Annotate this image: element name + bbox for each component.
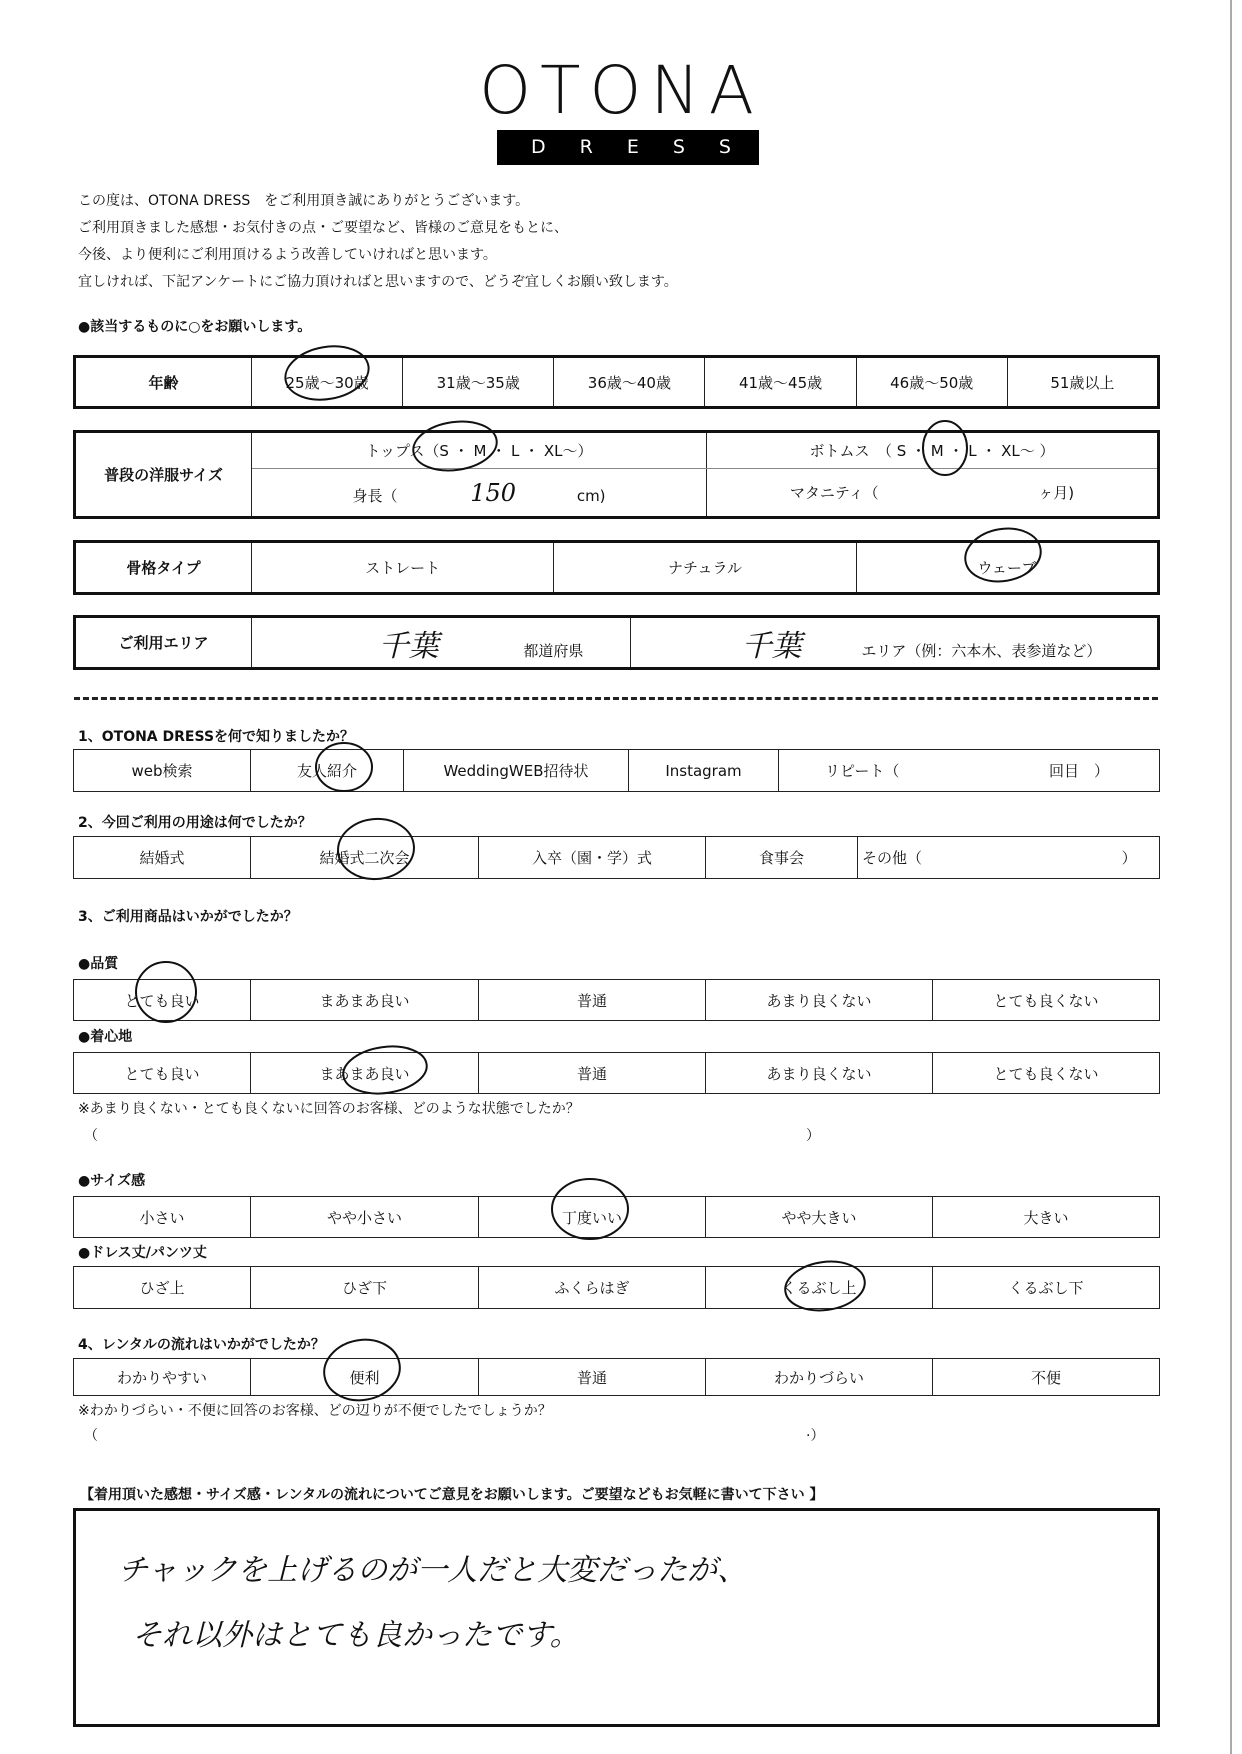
quality-option[interactable]: とても良い (74, 980, 251, 1021)
quality-table (73, 979, 1160, 1021)
body-type-natural[interactable]: ナチュラル (554, 542, 856, 594)
q1-option-instagram[interactable]: Instagram (629, 750, 779, 792)
q4-option[interactable]: 便利 (251, 1359, 479, 1396)
length-table (73, 1266, 1160, 1309)
height-unit: cm) (576, 486, 606, 505)
area-example-label: エリア（例：六本木、表参道など） (861, 641, 1102, 660)
q4-option[interactable]: わかりづらい (706, 1359, 933, 1396)
height-field[interactable] (252, 469, 707, 518)
prefecture-value: 千葉 (378, 628, 439, 664)
circle-instruction: ●該当するものに○をお願いします。 (78, 319, 312, 335)
age-option-36-40[interactable]: 36歳～40歳 (554, 357, 705, 408)
q2-option-after-party[interactable]: 結婚式二次会 (251, 837, 479, 879)
height-value: 150 (470, 478, 517, 507)
divider (74, 697, 1158, 700)
bottoms-size[interactable]: ボトムス （ S ・ M ・ L ・ XL～ ） (707, 432, 1159, 469)
area-label: ご利用エリア (75, 617, 252, 669)
length-label: ●ドレス丈/パンツ丈 (78, 1245, 207, 1261)
repeat-count-label: 回目 ） (1048, 762, 1109, 780)
body-type-straight[interactable]: ストレート (252, 542, 554, 594)
q4-option[interactable]: わかりやすい (74, 1359, 251, 1396)
fit-option[interactable]: やや小さい (251, 1197, 479, 1238)
q4-option[interactable]: 不便 (933, 1359, 1160, 1396)
q4-table (73, 1358, 1160, 1396)
comfort-note: ※あまり良くない・とても良くないに回答のお客様、どのような状態でしたか？ (78, 1101, 580, 1117)
length-option[interactable]: くるぶし上 (706, 1267, 933, 1309)
fit-table (73, 1196, 1160, 1238)
q2-option-wedding[interactable]: 結婚式 (74, 837, 251, 879)
q1-option-web-search[interactable]: web検索 (74, 750, 251, 792)
tops-size[interactable]: トップス（S ・ M ・ L ・ XL～） (252, 432, 707, 469)
q2-option-ceremony[interactable]: 入卒（園・学）式 (479, 837, 706, 879)
comfort-option[interactable]: とても良くない (933, 1053, 1160, 1094)
q1-title: 1、OTONA DRESSを何で知りましたか？ (78, 729, 355, 745)
body-type-table (73, 540, 1160, 595)
fit-option[interactable]: 小さい (74, 1197, 251, 1238)
comment-line-2: それ以外はとても良かったです。 (132, 1618, 580, 1653)
maternity-unit: ヶ月) (1038, 484, 1075, 503)
length-option[interactable]: ひざ上 (74, 1267, 251, 1309)
height-label: 身長（ (352, 486, 398, 505)
intro-text (78, 188, 678, 296)
comfort-table (73, 1052, 1160, 1094)
area-table (73, 615, 1160, 670)
quality-option[interactable]: あまり良くない (706, 980, 933, 1021)
size-table (73, 430, 1160, 519)
q2-option-other[interactable] (858, 837, 1160, 879)
area-value: 千葉 (741, 628, 802, 664)
quality-option[interactable]: とても良くない (933, 980, 1160, 1021)
prefecture-label: 都道府県 (523, 641, 584, 660)
q4-answer-close: ·） (806, 1428, 825, 1444)
age-option-46-50[interactable]: 46歳～50歳 (856, 357, 1007, 408)
q1-option-friend[interactable]: 友人紹介 (251, 750, 404, 792)
prefecture-field[interactable] (252, 617, 631, 669)
maternity-field[interactable] (707, 469, 1159, 518)
comfort-answer-close: ） (806, 1128, 820, 1144)
logo-otona: OTONA (479, 52, 763, 129)
quality-label: ●品質 (78, 956, 119, 972)
q4-note: ※わかりづらい・不便に回答のお客様、どの辺りが不便でしたでしょうか？ (78, 1403, 552, 1419)
comfort-option[interactable]: あまり良くない (706, 1053, 933, 1094)
maternity-label: マタニティ（ (789, 484, 879, 503)
quality-option[interactable]: 普通 (479, 980, 706, 1021)
fit-label: ●サイズ感 (78, 1173, 146, 1189)
intro-line: 今後、より便利にご利用頂けるよう改善していければと思います。 (78, 247, 497, 263)
age-option-41-45[interactable]: 41歳～45歳 (705, 357, 856, 408)
comfort-option[interactable]: 普通 (479, 1053, 706, 1094)
intro-line: 宜しければ、下記アンケートにご協力頂ければと思いますので、どうぞ宜しくお願い致します。 (78, 274, 678, 290)
fit-option[interactable]: 丁度いい (479, 1197, 706, 1238)
intro-line: この度は、OTONA DRESS をご利用頂き誠にありがとうございます。 (78, 193, 530, 209)
q2-title: 2、今回ご利用の用途は何でしたか？ (78, 815, 312, 831)
age-option-31-35[interactable]: 31歳～35歳 (403, 357, 554, 408)
comfort-label: ●着心地 (78, 1029, 133, 1045)
logo-dress: DRESS (497, 130, 759, 165)
intro-line: ご利用頂きました感想・お気付きの点・ご要望など、皆様のご意見をもとに、 (78, 220, 568, 236)
q4-title: 4、レンタルの流れはいかがでしたか？ (78, 1337, 325, 1353)
comments-title: 【着用頂いた感想・サイズ感・レンタルの流れについてご意見をお願いします。ご要望などもお気軽に書いて下さい 】 (80, 1487, 824, 1503)
other-close: ） (1121, 849, 1137, 867)
comfort-option[interactable]: まあまあ良い (251, 1053, 479, 1094)
age-option-25-30[interactable]: 25歳～30歳 (252, 357, 403, 408)
body-type-wave[interactable]: ウェーブ (856, 542, 1158, 594)
fit-option[interactable]: 大きい (933, 1197, 1160, 1238)
comfort-answer-open: （ (84, 1128, 98, 1144)
length-option[interactable]: ふくらはぎ (479, 1267, 706, 1309)
q1-table (73, 749, 1160, 792)
length-option[interactable]: ひざ下 (251, 1267, 479, 1309)
q4-option[interactable]: 普通 (479, 1359, 706, 1396)
q1-option-repeat[interactable] (779, 750, 1160, 792)
scan-edge (1230, 0, 1232, 1754)
comfort-option[interactable]: とても良い (74, 1053, 251, 1094)
repeat-label: リピート（ (825, 762, 900, 780)
length-option[interactable]: くるぶし下 (933, 1267, 1160, 1309)
area-field[interactable] (631, 617, 1159, 669)
quality-option[interactable]: まあまあ良い (251, 980, 479, 1021)
q2-option-dinner[interactable]: 食事会 (706, 837, 858, 879)
q3-title: 3、ご利用商品はいかがでしたか？ (78, 909, 298, 925)
q4-answer-open: （ (84, 1428, 98, 1444)
age-label: 年齢 (75, 357, 252, 408)
q1-option-wedding-web[interactable]: WeddingWEB招待状 (404, 750, 629, 792)
comment-line-1: チャックを上げるのが一人だと大変だったが、 (118, 1553, 748, 1588)
body-type-label: 骨格タイプ (75, 542, 252, 594)
fit-option[interactable]: やや大きい (706, 1197, 933, 1238)
q2-table (73, 836, 1160, 879)
age-table (73, 355, 1160, 409)
other-label: その他（ (862, 849, 923, 867)
size-label: 普段の洋服サイズ (75, 432, 252, 518)
age-option-51-plus[interactable]: 51歳以上 (1007, 357, 1158, 408)
